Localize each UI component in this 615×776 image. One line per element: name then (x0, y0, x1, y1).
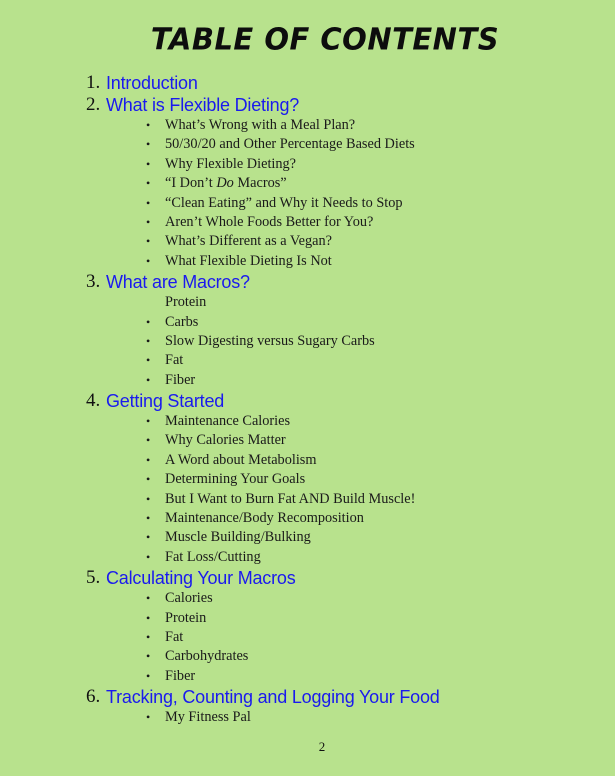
toc-list-item[interactable] (0, 548, 615, 567)
section-title-link[interactable]: Tracking, Counting and Logging Your Food (106, 687, 440, 708)
bullet-icon: • (146, 195, 151, 210)
toc-list-item[interactable] (0, 412, 615, 431)
toc-item-label: Fat (165, 628, 184, 645)
toc-item-label: Aren’t Whole Foods Better for You? (165, 213, 374, 230)
bullet-icon: • (146, 452, 151, 467)
section-number: 5. (86, 567, 101, 589)
toc-list-item[interactable] (0, 609, 615, 628)
bullet-icon: • (146, 668, 151, 683)
toc-item-label: Fiber (165, 667, 196, 684)
bullet-icon: • (146, 491, 151, 506)
section-heading[interactable] (0, 686, 615, 708)
toc-item-label: “Clean Eating” and Why it Needs to Stop (165, 194, 403, 211)
toc-item-label: What Flexible Dieting Is Not (165, 252, 332, 269)
toc-list-item[interactable] (0, 252, 615, 271)
toc-item-label: Fat (165, 352, 184, 369)
toc-item-label: Why Calories Matter (165, 432, 286, 449)
section-title-link[interactable]: Calculating Your Macros (106, 568, 296, 589)
toc-list-item[interactable] (0, 174, 615, 193)
section-item-list (0, 116, 615, 271)
section-title-link[interactable]: What are Macros? (106, 272, 250, 293)
toc-list-item[interactable] (0, 194, 615, 213)
toc-item-text-part: “I Don’t (165, 175, 217, 192)
section-item-list (0, 708, 615, 727)
toc-list-item[interactable] (0, 135, 615, 154)
bullet-icon: • (146, 156, 151, 171)
section-number: 3. (86, 271, 101, 293)
toc-item-label: Maintenance Calories (165, 413, 291, 430)
toc-list-item[interactable] (0, 155, 615, 174)
toc-list-item[interactable] (0, 371, 615, 390)
toc-item-label: Why Flexible Dieting? (165, 155, 297, 172)
table-of-contents (0, 72, 615, 728)
toc-item-label: Slow Digesting versus Sugary Carbs (165, 332, 375, 349)
bullet-icon: • (146, 353, 151, 368)
toc-list-item[interactable] (0, 116, 615, 135)
toc-list-item[interactable] (0, 708, 615, 727)
toc-list-item[interactable] (0, 351, 615, 370)
toc-item-label (165, 174, 287, 193)
toc-item-label: Maintenance/Body Recomposition (165, 510, 364, 527)
section-title-link[interactable]: What is Flexible Dieting? (106, 95, 300, 115)
toc-item-label: Determining Your Goals (165, 471, 306, 488)
toc-list-item[interactable] (0, 332, 615, 351)
section-title-link[interactable]: Introduction (106, 73, 198, 93)
bullet-icon: • (146, 118, 151, 132)
toc-list-item[interactable] (0, 470, 615, 489)
toc-item-label: A Word about Metabolism (165, 451, 317, 468)
section-number: 2. (86, 94, 101, 115)
bullet-icon: • (146, 629, 151, 644)
toc-list-item[interactable] (0, 451, 615, 470)
toc-list-item[interactable] (0, 293, 615, 312)
bullet-icon: • (146, 472, 151, 487)
section-item-list (0, 293, 615, 390)
toc-list-item[interactable] (0, 667, 615, 686)
toc-item-label: Fat Loss/Cutting (165, 548, 261, 565)
bullet-icon: • (146, 549, 151, 564)
toc-list-item[interactable] (0, 589, 615, 608)
section-heading[interactable] (0, 271, 615, 293)
toc-item-label: Fiber (165, 371, 196, 388)
toc-item-label: Carbohydrates (165, 648, 249, 665)
toc-list-item[interactable] (0, 431, 615, 450)
toc-item-label: 50/30/20 and Other Percentage Based Diets (165, 136, 415, 153)
bullet-icon: • (146, 649, 151, 664)
bullet-icon: • (146, 433, 151, 448)
section-number: 4. (86, 390, 101, 412)
toc-item-label: But I Want to Burn Fat AND Build Muscle! (165, 490, 416, 507)
toc-list-item[interactable] (0, 313, 615, 332)
bullet-icon: • (146, 214, 151, 229)
toc-item-label: Carbs (165, 313, 199, 330)
bullet-icon: • (146, 710, 151, 725)
toc-list-item[interactable] (0, 232, 615, 251)
bullet-icon: • (146, 137, 151, 152)
toc-item-label: Calories (165, 590, 213, 607)
toc-list-item[interactable] (0, 490, 615, 509)
bullet-icon: • (146, 530, 151, 545)
toc-item-emphasis: Do (216, 175, 234, 192)
toc-item-label: Protein (165, 609, 207, 626)
toc-item-label: What’s Different as a Vegan? (165, 233, 332, 250)
toc-list-item[interactable] (0, 647, 615, 666)
bullet-icon: • (146, 333, 151, 348)
section-number: 1. (86, 72, 101, 93)
section-heading[interactable] (0, 567, 615, 589)
page-title: TABLE OF CONTENTS (150, 21, 500, 57)
bullet-icon: • (146, 253, 151, 268)
bullet-icon: • (146, 372, 151, 387)
bullet-icon: • (146, 610, 151, 625)
section-heading[interactable] (0, 390, 615, 412)
toc-list-item[interactable] (0, 628, 615, 647)
toc-list-item[interactable] (0, 528, 615, 547)
bullet-icon: • (146, 591, 151, 606)
toc-item-label: My Fitness Pal (165, 709, 251, 726)
section-heading[interactable] (0, 72, 615, 94)
toc-item-text-part: Macros” (233, 175, 287, 192)
section-item-list (0, 589, 615, 686)
toc-item-label: What’s Wrong with a Meal Plan? (165, 117, 356, 133)
section-number: 6. (86, 686, 101, 708)
page-number: 2 (318, 739, 326, 754)
toc-item-label: Protein (165, 294, 207, 311)
toc-item-label: Muscle Building/Bulking (165, 529, 311, 546)
toc-list-item[interactable] (0, 213, 615, 232)
section-title-link[interactable]: Getting Started (106, 391, 225, 412)
bullet-icon: • (146, 176, 151, 191)
toc-list-item[interactable] (0, 509, 615, 528)
section-item-list (0, 412, 615, 567)
bullet-icon: • (146, 314, 151, 329)
bullet-icon: • (146, 511, 151, 526)
bullet-icon: • (146, 234, 151, 249)
section-heading[interactable] (0, 94, 615, 116)
bullet-icon: • (146, 414, 151, 429)
